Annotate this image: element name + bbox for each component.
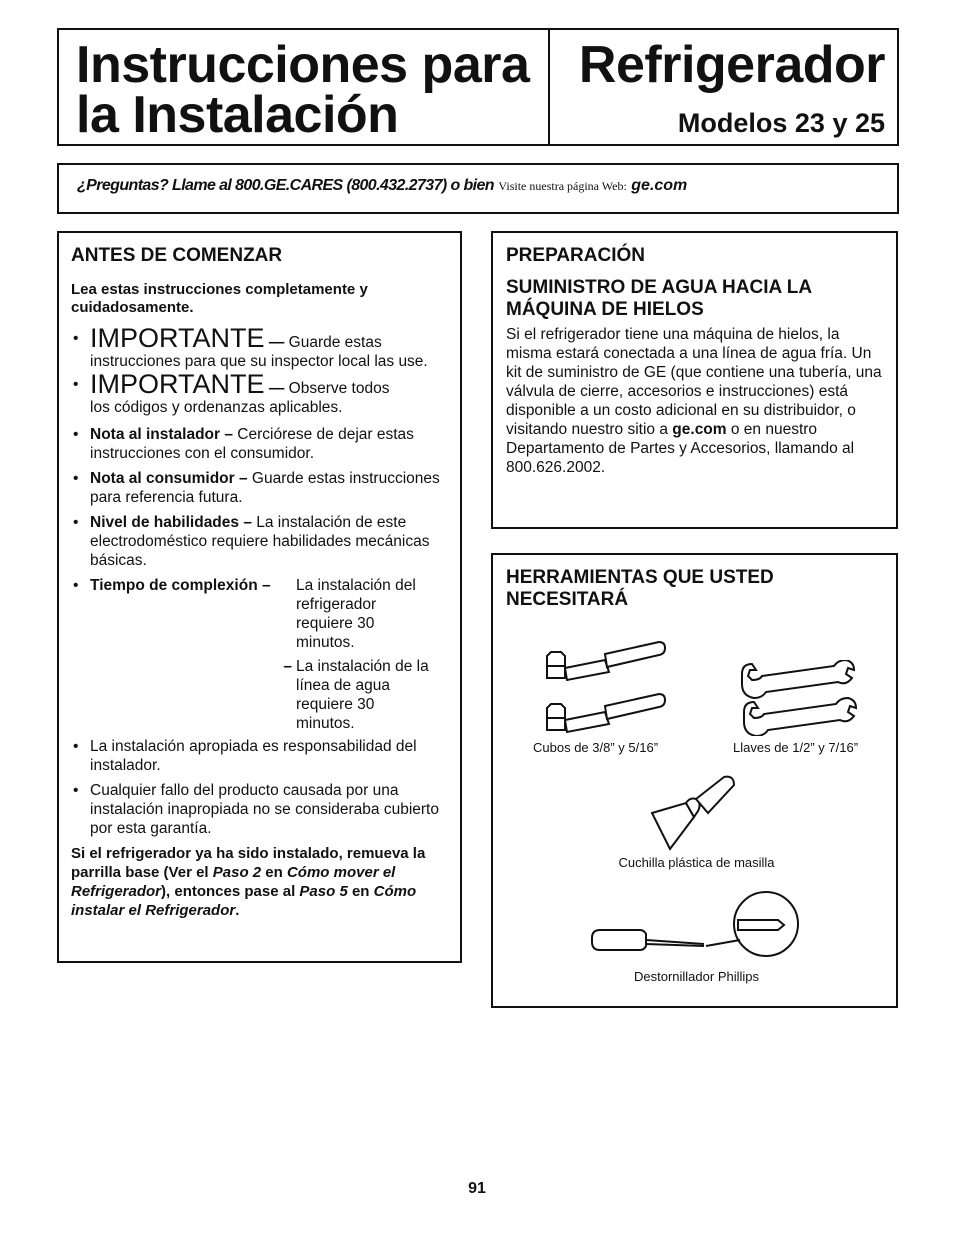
section-ref: Cómo mover el Refrigerador (71, 864, 396, 900)
body-text: Si el refrigerador tiene una máquina de hielos, la misma estará conectada a una línea de agua fría. Un kit de suministro de GE (que contiene una tubería, una válvula de cierre, accesorios e instrucciones) está disponible a un costo adicional en su distribuidor, o visitando nuestro sitio a (506, 326, 882, 438)
important-label: IMPORTANTE (90, 369, 265, 399)
item-text: Observe todos (288, 380, 390, 397)
dash: – (283, 658, 292, 675)
tools-section (491, 553, 898, 1008)
putty-knife-caption: Cuchilla plástica de masilla (618, 855, 775, 870)
closing-text: en (347, 883, 374, 900)
section-heading: ANTES DE COMENZAR (71, 245, 283, 266)
list-item (71, 323, 448, 371)
website-link[interactable]: ge.com (672, 421, 727, 438)
list-item (71, 425, 448, 463)
item-text: los códigos y ordenanzas aplicables. (90, 399, 343, 416)
section-heading: HERRAMIENTAS QUE USTED NECESITARÁ (506, 567, 774, 610)
putty-knife-icon (648, 773, 738, 853)
dash: — (264, 380, 289, 397)
instructions-list (71, 323, 448, 838)
item-text: La instalación del refrigerador requiere 30 minutos. (296, 577, 416, 651)
lead-text: Lea estas instrucciones completamente y cuidadosamente. (71, 281, 368, 316)
list-item (71, 576, 448, 733)
list-item (71, 469, 448, 507)
item-text: Cerciórese de dejar estas instrucciones con el consumidor. (90, 426, 414, 462)
closing-text: ), entonces pase al (161, 883, 300, 900)
closing-text: . (235, 902, 240, 919)
closing-note (71, 844, 448, 920)
before-you-begin-section (57, 231, 462, 963)
item-text: Guarde estas (288, 334, 382, 351)
dash: — (264, 334, 289, 351)
title-line-1: Instrucciones para (76, 36, 530, 94)
item-text: Guarde estas instrucciones para referencia futura. (90, 470, 440, 506)
item-label: Nivel de habilidades – (90, 514, 252, 531)
item-text: La instalación apropiada es responsabilidad del instalador. (90, 738, 417, 774)
visit-text: Visite nuestra página Web: (498, 179, 627, 193)
closing-text: Si el refrigerador ya ha sido instalado, remueva la parrilla base (Ver el (71, 845, 426, 881)
item-text: La instalación de la línea de agua requiere 30 minutos. (296, 658, 429, 732)
list-item (71, 737, 448, 775)
open-end-wrench-icon (738, 660, 860, 736)
questions-banner (57, 163, 899, 214)
step-ref: Paso 5 (299, 883, 348, 900)
step-ref: Paso 2 (212, 864, 262, 881)
socket-wrench-icon (543, 640, 668, 738)
list-item (71, 513, 448, 570)
screwdriver-caption: Destornillador Phillips (634, 969, 759, 984)
website-link[interactable]: ge.com (631, 177, 688, 194)
section-subheading: SUMINISTRO DE AGUA HACIA LA MÁQUINA DE HIELOS (506, 277, 812, 320)
sockets-caption: Cubos de 3/8” y 5/16” (533, 740, 659, 755)
title-box (57, 28, 548, 146)
product-box (548, 28, 899, 146)
title-line-2: la Instalación (76, 86, 399, 144)
list-item (71, 781, 448, 838)
wrenches-caption: Llaves de 1/2” y 7/16” (733, 740, 859, 755)
section-heading: PREPARACIÓN (506, 245, 645, 266)
page-number: 91 (468, 1180, 486, 1197)
questions-prompt: ¿Preguntas? Llame al 800.GE.CARES (800.432.2737) o bien (77, 177, 494, 194)
phillips-screwdriver-icon (588, 890, 808, 980)
important-label: IMPORTANTE (90, 323, 265, 353)
item-label: Nota al consumidor – (90, 470, 248, 487)
item-text: La instalación de este electrodoméstico requiere habilidades mecánicas básicas. (90, 514, 430, 569)
preparation-section (491, 231, 898, 529)
page-title (76, 36, 546, 144)
prep-body (506, 325, 884, 477)
item-text: Cualquier fallo del producto causada por una instalación inapropiada no se consideraba cubierto por esta garantía. (90, 782, 439, 837)
body-text: o en nuestro Departamento de Partes y Accesorios, llamando al 800.626.2002. (506, 421, 855, 476)
list-item (71, 369, 448, 417)
item-label: • Tiempo de complexión – (90, 577, 271, 594)
closing-text: en (261, 864, 287, 881)
product-title: Refrigerador (578, 36, 885, 94)
item-text: instrucciones para que su inspector local las use. (90, 353, 428, 370)
models-subtitle: Modelos 23 y 25 (677, 108, 885, 138)
item-label: Nota al instalador – (90, 426, 233, 443)
section-ref: Cómo instalar el Refrigerador (71, 883, 417, 919)
